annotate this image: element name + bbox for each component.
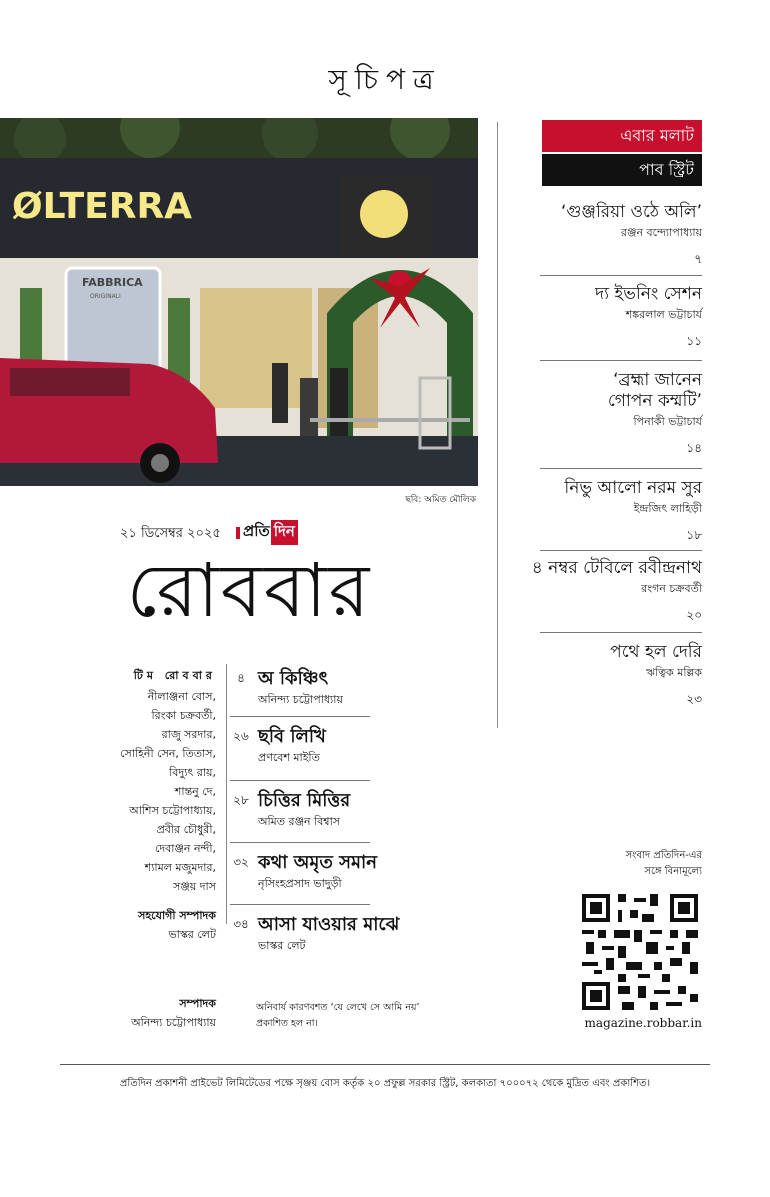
article-page: ২০ [686,608,702,622]
list-item[interactable] [228,914,400,953]
photo-credit: ছবি: অমিত মৌলিক [405,495,476,505]
team-member: শ্যামল মজুমদার, [144,861,216,874]
article-author: পিনাকী ভট্টাচার্য [633,415,702,428]
article-page: ৭ [694,252,702,266]
imprint-line: প্রতিদিন প্রকাশনী প্রাইভেট লিমিটেডের পক্ষে সৃঞ্জয় বোস কর্তৃক ২০ প্রফুল্ল সরকার স্ট্রিট, কলকাতা ৭০০০৭২ থেকে মুদ্রিত এবং প্রকাশিত। [119,1078,651,1089]
divider [230,904,370,905]
list-item[interactable] [508,370,702,455]
team-member: নীলাঞ্জনা বোস, [147,690,216,703]
notice-line: অনিবার্য কারণবশত ‘যে লেখে সে আমি নয়’ [256,1002,420,1013]
cover-story-theme: পাব স্ট্রিট [542,154,702,186]
article-page: ২৬ [233,729,249,743]
list-item[interactable] [508,284,702,348]
article-title: ছবি লিখি [258,726,326,747]
supplement-line: সঙ্গে বিনামূল্যে [644,866,702,877]
list-item[interactable] [228,726,372,765]
cover-photo-illustration [0,118,478,486]
editor-credit [60,994,216,1032]
list-item[interactable] [228,790,372,829]
article-title: পথে হল দেরি [610,642,702,662]
logo-text: প্রতি [243,522,270,540]
article-author: রংগন চক্রবর্তী [641,582,702,595]
list-item[interactable] [508,642,702,706]
team-member: শান্তনু দে, [174,785,216,798]
list-item[interactable] [228,852,377,891]
assoc-editor-credit [60,906,216,944]
article-title: নিভু আলো নরম সুর [564,478,702,498]
notice [256,1000,446,1032]
divider [230,780,370,781]
team-member: সোহিনী সেন, তিতাস, [120,747,216,760]
team-member: আশিস চট্টোপাধ্যায়, [129,804,216,817]
article-title: ‘গুঞ্জরিয়া ওঠে অলি’ [560,202,702,222]
article-page: ১৮ [686,528,702,542]
sign-fabbrica: FABBRICA [82,276,143,289]
page-title: সূচিপত্র [328,63,442,96]
editor-label: সম্পাদক [179,997,216,1010]
divider [230,716,370,717]
team-member: সঞ্জয় দাস [173,880,216,893]
article-page: ১১ [686,334,702,348]
supplement-note [560,848,702,880]
article-title: ‘ব্রহ্মা জানেন গোপন কম্মটি’ [607,370,702,411]
cover-story-label: এবার মলাট [542,120,702,152]
magazine-url-link[interactable]: magazine.robbar.in [584,1016,702,1030]
article-author: শঙ্করলাল ভট্টাচার্য [625,308,702,321]
article-page: ৩২ [233,855,249,869]
team-member: প্রবীর চৌধুরী, [156,823,216,836]
article-author: ভাস্কর লেট [258,939,306,952]
divider [540,360,702,361]
logo-text-highlight: দিন [271,520,298,545]
divider [60,1064,710,1065]
column-divider [497,122,498,728]
notice-line: প্রকাশিত হল না। [256,1018,318,1029]
list-item[interactable] [508,202,702,266]
editor-name: অনিন্দ্য চট্টোপাধ্যায় [131,1016,216,1029]
qr-code-icon[interactable] [582,894,698,1010]
team-member: দেবাঞ্জন নন্দী, [154,842,216,855]
sign-fabbrica-sub: ORIGINALI [90,293,121,300]
team-member: বিদ্যুৎ রায়, [169,766,216,779]
divider [540,468,702,469]
list-item[interactable] [508,478,702,542]
article-page: ২৩ [686,692,702,706]
team-credits [60,666,216,896]
team-member: রাজু সরদার, [161,728,216,741]
issue-date: ২১ ডিসেম্বর ২০২৫ [120,526,221,541]
article-author: ঋত্বিক মল্লিক [645,666,702,679]
team-member: রিংকা চক্রবর্তী, [151,709,216,722]
divider [540,275,702,276]
supplement-line: সংবাদ প্রতিদিন-এর [625,850,702,861]
team-heading: টিম রোববার [133,669,216,682]
article-author: অমিত রঞ্জন বিশ্বাস [258,815,341,828]
cover-photo [0,118,478,486]
article-author: রঞ্জন বন্দ্যোপাধ্যায় [621,226,702,239]
article-author: অনিন্দ্য চট্টোপাধ্যায় [258,693,343,706]
assoc-editor-label: সহযোগী সম্পাদক [138,909,216,922]
magazine-title: রোববার [126,548,372,634]
article-author: প্রণবেশ মাইতি [258,751,320,764]
article-author: নৃসিংহপ্রসাদ ভাদুড়ী [258,877,342,890]
divider [540,632,702,633]
article-page: ১৪ [686,441,702,455]
cover-story-banner [542,120,702,186]
article-title: চিত্তির মিত্তির [258,790,351,811]
article-author: ইন্দ্রজিৎ লাহিড়ী [633,502,702,515]
article-page: ২৮ [233,793,249,807]
column-divider [226,664,227,924]
article-page: ৪ [237,671,245,685]
article-title: অ কিঞ্চিৎ [258,668,329,689]
divider [540,550,702,551]
list-item[interactable] [228,668,372,707]
sign-olterra: ØLTERRA [12,186,193,227]
article-title: কথা অমৃত সমান [258,852,377,873]
article-title: আসা যাওয়ার মাঝে [258,914,400,935]
assoc-editor-name: ভাস্কর লেট [168,928,216,941]
article-page: ৩৪ [233,917,249,931]
divider [230,842,370,843]
article-title: দ্য ইভনিং সেশন [595,284,702,304]
article-title: ৪ নম্বর টেবিলে রবীন্দ্রনাথ [531,558,702,578]
list-item[interactable] [508,558,702,622]
